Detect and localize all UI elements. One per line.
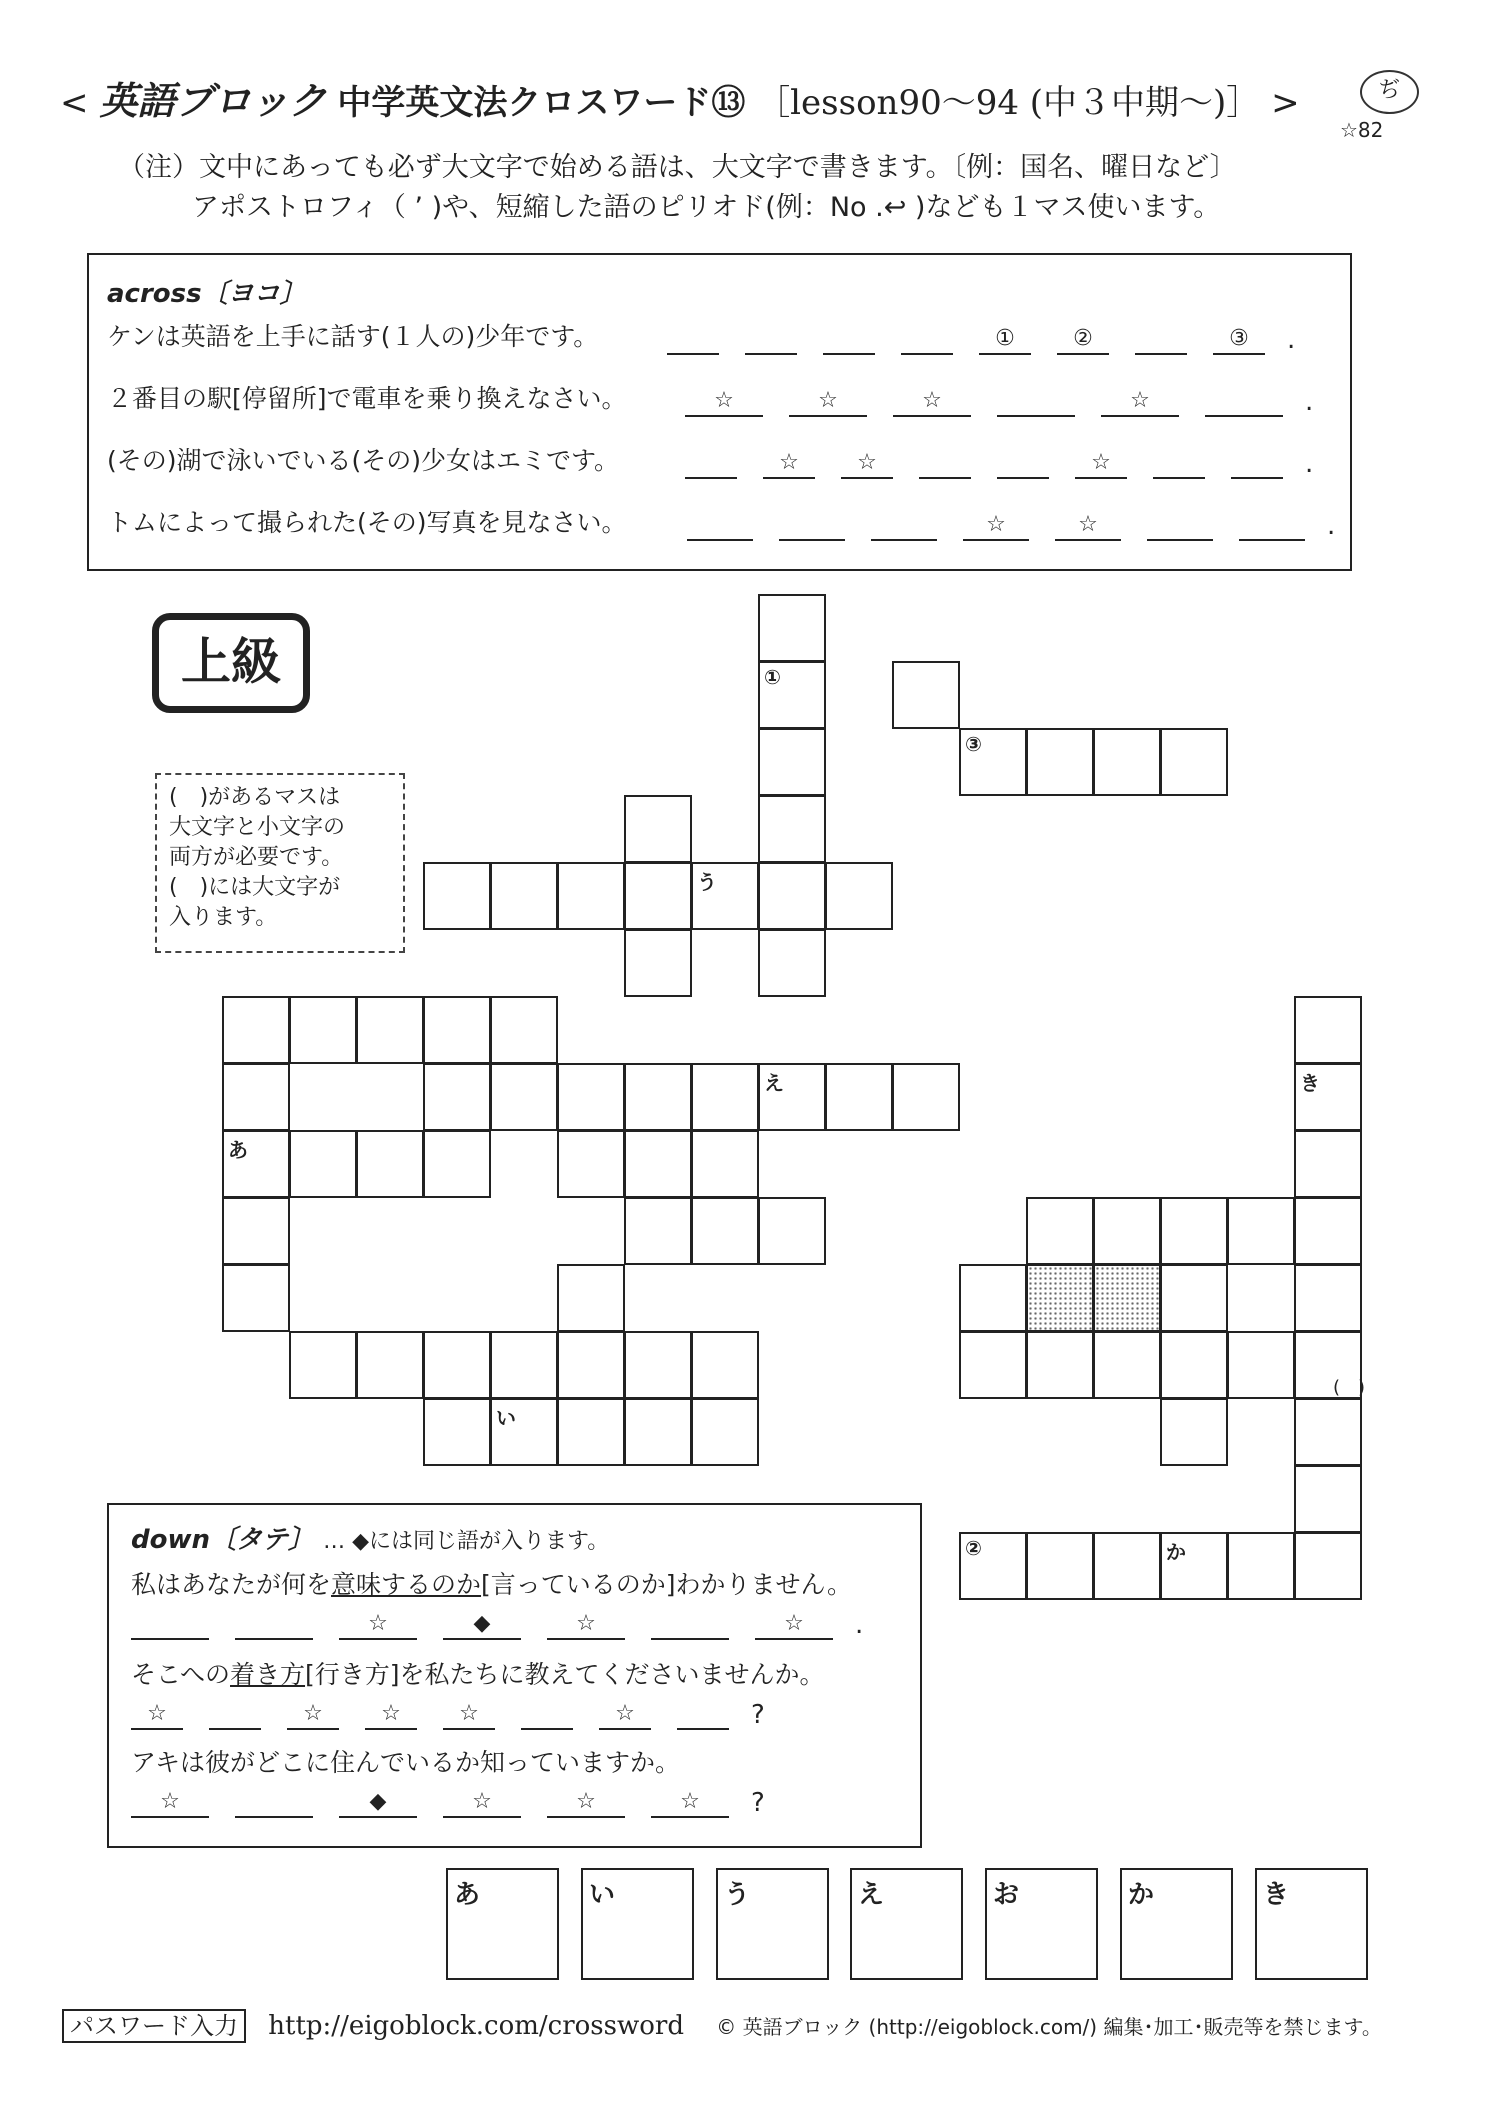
grid-cell[interactable] [490, 862, 558, 930]
crossword-link[interactable]: http://eigoblock.com/crossword [268, 2011, 684, 2041]
level-badge: 上級 [152, 613, 310, 713]
down-clue [131, 1655, 825, 1695]
grid-cell[interactable] [423, 862, 491, 930]
grid-cell[interactable] [490, 1063, 558, 1131]
answer-blank[interactable]: ☆ [443, 1784, 521, 1818]
grid-cell[interactable] [959, 1331, 1027, 1399]
clue-text: ケンは英語を上手に話す(１人の)少年です。 [107, 322, 599, 351]
answer-blank[interactable]: ☆ [651, 1784, 729, 1818]
grid-cell[interactable] [624, 1130, 692, 1198]
down-title-label: down〔タテ〕 [131, 1525, 315, 1555]
grid-cell[interactable] [423, 1063, 491, 1131]
grid-cell[interactable] [691, 1063, 759, 1131]
answer-blank[interactable]: ☆ [339, 1606, 417, 1640]
grid-cell[interactable] [758, 728, 826, 796]
answer-blank[interactable]: ☆ [1075, 445, 1127, 479]
answer-blank[interactable] [677, 1696, 729, 1730]
grid-cell[interactable] [222, 1130, 290, 1198]
cell-label: ② [965, 1536, 982, 1560]
hint-line: ( )があるマスは [169, 785, 341, 810]
down-title [131, 1519, 609, 1556]
grid-cell[interactable] [1294, 996, 1362, 1064]
grid-cell[interactable] [959, 1264, 1027, 1332]
lesson-range: ［lesson90～94 (中３中期～)］ [756, 83, 1261, 123]
clue-text: トムによって撮られた(その)写真を見なさい。 [107, 508, 627, 537]
grid-cell[interactable] [1294, 1063, 1362, 1131]
grid-cell[interactable] [490, 1398, 558, 1466]
answer-blank[interactable]: ☆ [841, 445, 893, 479]
hint-line: ( )には大文字が [169, 875, 341, 900]
hint-line: 大文字と小文字の [169, 815, 346, 840]
clue-end-mark: . [1305, 449, 1314, 479]
grid-cell[interactable] [1026, 1331, 1094, 1399]
answer-blank[interactable] [651, 1606, 729, 1640]
note-line-1: （注）文中にあっても必ず大文字で始める語は、大文字で書きます。〔例：国名、曜日など〕 [118, 152, 1237, 183]
grid-cell[interactable] [557, 1063, 625, 1131]
grid-cell[interactable] [624, 1398, 692, 1466]
answer-blank[interactable]: ☆ [443, 1696, 495, 1730]
grid-cell[interactable] [758, 594, 826, 662]
grid-cell[interactable] [1026, 1532, 1094, 1600]
answer-blank[interactable]: ☆ [131, 1696, 183, 1730]
brand-logo: 英語ブロック [99, 78, 327, 123]
grid-cell[interactable] [1093, 1532, 1161, 1600]
answer-blank[interactable] [235, 1606, 313, 1640]
answer-blank[interactable]: ☆ [287, 1696, 339, 1730]
grid-cell[interactable] [959, 1532, 1027, 1600]
answer-blank[interactable]: ◆ [443, 1606, 521, 1640]
grid-cell[interactable] [1160, 1398, 1228, 1466]
grid-cell[interactable] [1160, 1532, 1228, 1600]
grid-cell[interactable] [1026, 1197, 1094, 1265]
grid-cell[interactable] [1227, 1331, 1295, 1399]
answer-blank[interactable]: ☆ [365, 1696, 417, 1730]
grid-cell[interactable] [691, 1130, 759, 1198]
answer-blank[interactable]: ☆ [599, 1696, 651, 1730]
cell-label: ① [764, 665, 781, 689]
answer-blank[interactable]: ☆ [789, 383, 867, 417]
grid-cell[interactable] [1160, 728, 1228, 796]
header-open: < [60, 83, 89, 123]
clue-post: [言っているのか]わかりません。 [481, 1570, 853, 1599]
header-close: > [1271, 83, 1300, 123]
answer-blank[interactable]: ☆ [685, 383, 763, 417]
grid-cell[interactable] [758, 929, 826, 997]
answer-blank[interactable]: ☆ [1055, 507, 1121, 541]
note-line-2: アポストロフィ（ ’ )や、短縮した語のピリオド(例：No .↩ )なども１マス使います。 [192, 192, 1221, 223]
grid-cell[interactable] [758, 661, 826, 729]
answer-blank[interactable] [235, 1784, 313, 1818]
grid-cell[interactable] [959, 728, 1027, 796]
grid-cell[interactable] [557, 1398, 625, 1466]
grid-cell[interactable] [356, 996, 424, 1064]
across-title: across〔ヨコ〕 [107, 279, 306, 309]
puzzle-number: ☆82 [1340, 118, 1384, 142]
paren-marker: ( ) [1333, 1377, 1366, 1398]
answer-blank[interactable] [209, 1696, 261, 1730]
footer [62, 2006, 1462, 2046]
answer-box[interactable]: い [581, 1868, 694, 1980]
grid-cell[interactable] [624, 1197, 692, 1265]
grid-cell[interactable] [892, 661, 960, 729]
answer-box[interactable]: お [985, 1868, 1098, 1980]
cell-label: か [1166, 1540, 1186, 1564]
grid-cell[interactable] [1227, 1532, 1295, 1600]
grid-cell[interactable] [691, 1398, 759, 1466]
grid-cell[interactable] [624, 929, 692, 997]
grid-cell[interactable] [1093, 1197, 1161, 1265]
grid-cell[interactable] [222, 1197, 290, 1265]
grid-cell[interactable] [1294, 1532, 1362, 1600]
grid-cell[interactable] [222, 1264, 290, 1332]
grid-cell[interactable] [222, 1063, 290, 1131]
grid-cell[interactable] [1294, 1465, 1362, 1533]
grid-cell[interactable] [1294, 1197, 1362, 1265]
clue-end-mark: . [1327, 511, 1336, 541]
mascot-face-icon: ぢ [1360, 70, 1419, 114]
cell-label: う [697, 870, 717, 894]
answer-box[interactable]: き [1255, 1868, 1368, 1980]
grid-cell[interactable] [423, 1130, 491, 1198]
cell-label: あ [228, 1138, 248, 1162]
cell-label: ③ [965, 732, 982, 756]
copyright: © 英語ブロック (http://eigoblock.com/) 編集･加工･販売等を禁じます。 [716, 2015, 1382, 2039]
down-title-note: … ◆には同じ語が入ります。 [323, 1529, 610, 1554]
clue-end-mark: . [1305, 387, 1314, 417]
answer-blank[interactable] [521, 1696, 573, 1730]
grid-cell[interactable] [1160, 1331, 1228, 1399]
shaded-cell [1026, 1264, 1094, 1332]
grid-cell[interactable] [423, 1331, 491, 1399]
hint-line: 入ります。 [169, 905, 278, 930]
grid-cell[interactable] [758, 862, 826, 930]
grid-cell[interactable] [1093, 728, 1161, 796]
grid-cell[interactable] [758, 1197, 826, 1265]
grid-cell[interactable] [1294, 1398, 1362, 1466]
down-clue [131, 1743, 680, 1783]
answer-blank[interactable]: ☆ [1101, 383, 1179, 417]
down-clues-box [107, 1503, 922, 1848]
grid-cell[interactable] [222, 996, 290, 1064]
clue-pre: アキは彼がどこに住んでいるか知っていますか。 [131, 1748, 681, 1777]
grid-cell[interactable] [1227, 1197, 1295, 1265]
grid-cell[interactable] [423, 1398, 491, 1466]
answer-blank[interactable]: ☆ [547, 1606, 625, 1640]
answer-box[interactable]: あ [446, 1868, 559, 1980]
grid-cell[interactable] [490, 1331, 558, 1399]
answer-blank[interactable]: ② [1057, 321, 1109, 355]
answer-blank[interactable]: ☆ [755, 1606, 833, 1640]
grid-cell[interactable] [691, 1197, 759, 1265]
answer-blank[interactable]: ☆ [893, 383, 971, 417]
grid-cell[interactable] [691, 862, 759, 930]
clue-pre: 私はあなたが何を [131, 1570, 332, 1599]
grid-cell[interactable] [825, 862, 893, 930]
grid-cell[interactable] [289, 996, 357, 1064]
grid-cell[interactable] [289, 1331, 357, 1399]
grid-cell[interactable] [1093, 1331, 1161, 1399]
cell-label: き [1300, 1071, 1320, 1095]
answer-blank[interactable]: ☆ [547, 1784, 625, 1818]
grid-cell[interactable] [490, 996, 558, 1064]
grid-cell[interactable] [1160, 1264, 1228, 1332]
grid-cell[interactable] [1026, 728, 1094, 796]
answer-blank[interactable]: ☆ [763, 445, 815, 479]
answer-blank[interactable]: ◆ [339, 1784, 417, 1818]
grid-cell[interactable] [624, 862, 692, 930]
answer-blank[interactable]: ③ [1213, 321, 1265, 355]
answer-box[interactable]: う [716, 1868, 829, 1980]
answer-boxes [446, 1868, 1376, 1980]
clue-underline: 意味するのか [331, 1570, 482, 1599]
clue-underline: 着き方 [230, 1660, 306, 1689]
shaded-cell [1093, 1264, 1161, 1332]
clue-pre: そこへの [131, 1660, 231, 1689]
clue-text: (その)湖で泳いでいる(その)少女はエミです。 [107, 446, 620, 475]
hint-line: 両方が必要です。 [169, 845, 344, 870]
grid-cell[interactable] [1294, 1130, 1362, 1198]
answer-box[interactable]: か [1120, 1868, 1233, 1980]
answer-blank[interactable]: ① [979, 321, 1031, 355]
grid-cell[interactable] [1294, 1264, 1362, 1332]
grid-cell[interactable] [356, 1331, 424, 1399]
grid-cell[interactable] [758, 1063, 826, 1131]
password-label: パスワード入力 [62, 2009, 246, 2043]
grid-cell[interactable] [289, 1130, 357, 1198]
answer-blank[interactable]: ☆ [131, 1784, 209, 1818]
clue-end-mark: . [1287, 325, 1296, 355]
clue-end-mark: ? [751, 1788, 765, 1818]
cell-label: え [764, 1071, 784, 1095]
clue-text: ２番目の駅[停留所]で電車を乗り換えなさい。 [107, 384, 627, 413]
grid-cell[interactable] [557, 1331, 625, 1399]
grid-cell[interactable] [557, 1130, 625, 1198]
grid-cell[interactable] [892, 1063, 960, 1131]
grid-cell[interactable] [1160, 1197, 1228, 1265]
grid-cell[interactable] [758, 795, 826, 863]
grid-cell[interactable] [423, 996, 491, 1064]
cell-label: い [496, 1406, 516, 1430]
answer-box[interactable]: え [850, 1868, 963, 1980]
grid-cell[interactable] [825, 1063, 893, 1131]
grid-cell[interactable] [624, 1331, 692, 1399]
grid-cell[interactable] [557, 862, 625, 930]
clue-end-mark: ? [751, 1700, 765, 1730]
grid-cell[interactable] [557, 1264, 625, 1332]
down-clue [131, 1565, 852, 1605]
grid-cell[interactable] [356, 1130, 424, 1198]
answer-blank[interactable] [131, 1606, 209, 1640]
grid-cell[interactable] [624, 795, 692, 863]
clue-end-mark: . [855, 1610, 864, 1640]
grid-cell[interactable] [691, 1331, 759, 1399]
grid-cell[interactable] [624, 1063, 692, 1131]
clue-post: [行き方]を私たちに教えてくださいませんか。 [305, 1660, 825, 1689]
page-title: 中学英文法クロスワード⑬ [337, 83, 746, 123]
answer-blank[interactable]: ☆ [963, 507, 1029, 541]
